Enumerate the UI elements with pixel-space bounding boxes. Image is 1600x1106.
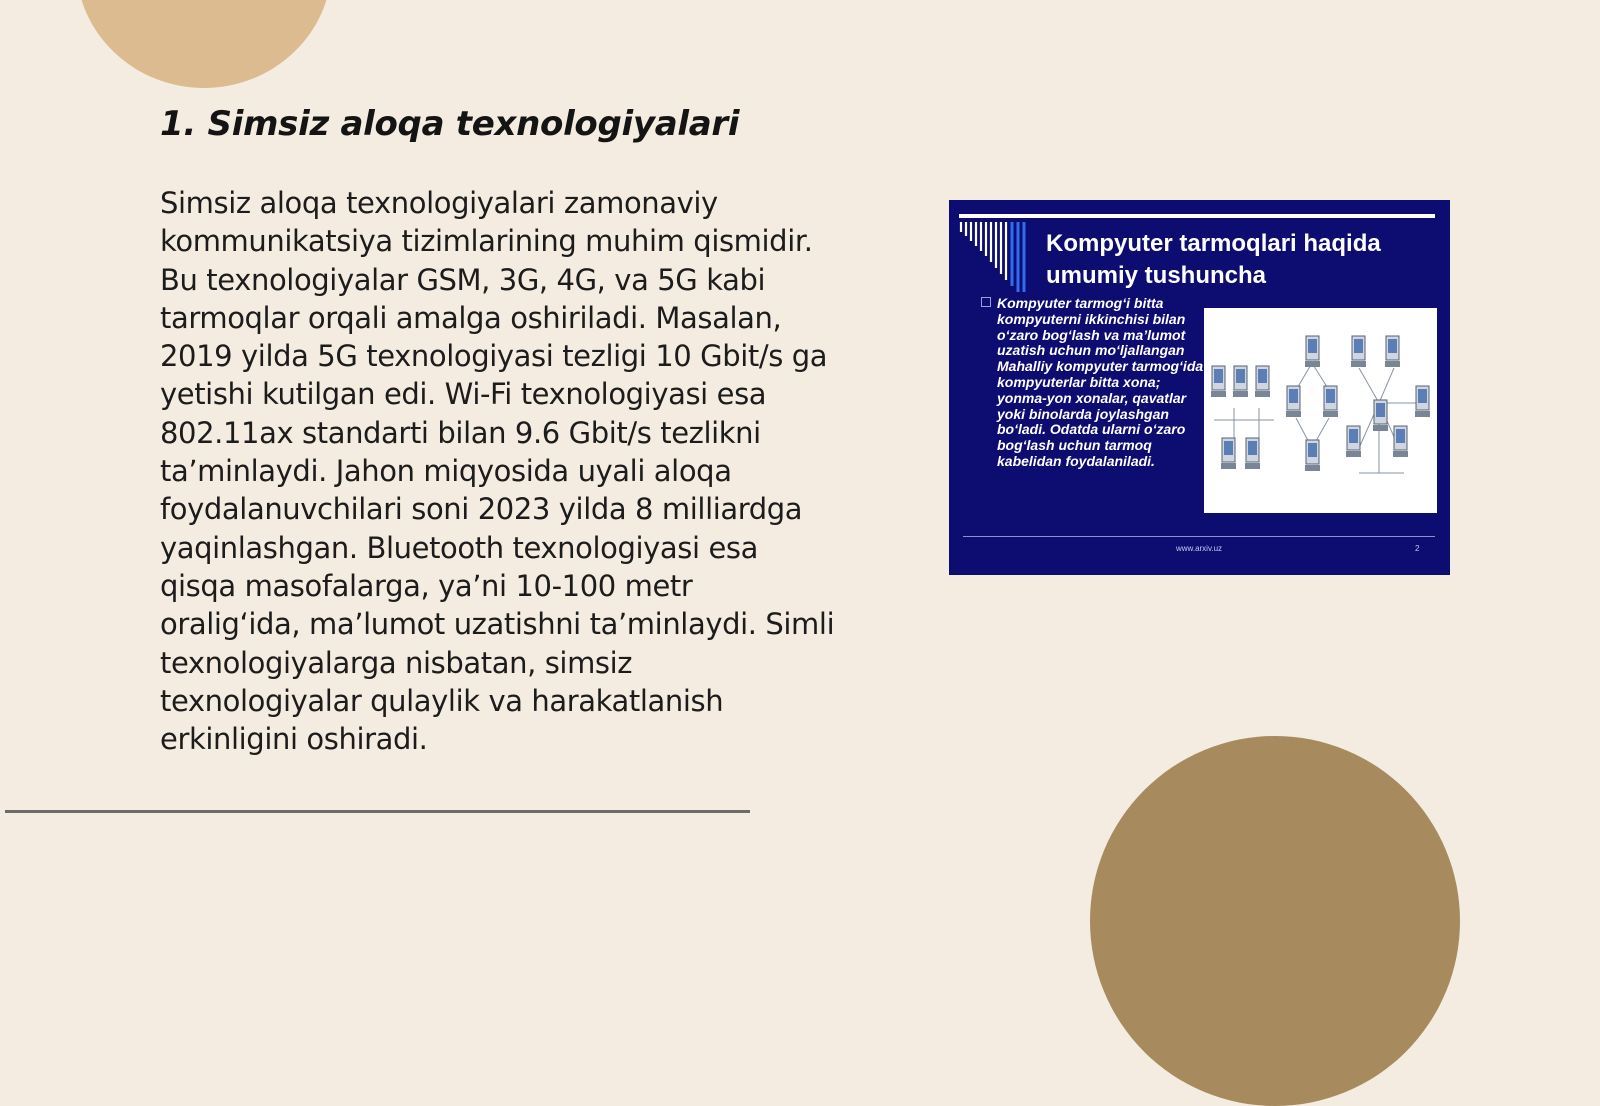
slide-body-text: Kompyuter tarmog‘i bitta kompyuterni ikkinchisi bilan o‘zaro bog‘lash va ma’lumot uzatish uchun mo‘ljallangan Mahalliy kompyuter tarmog‘ida kompyuterlar bitta xona; yonma-yon xonalar, qavatlar yoki binolarda joylashgan bo‘ladi. Odatda ularni o‘zaro bog‘lash uchun tarmoq kabelidan foydalaniladi. [997,295,1204,469]
divider-line [5,810,750,813]
square-bullet-icon [981,297,991,307]
slide-page-number: 2 [1415,544,1420,553]
slide-stripes-decoration [959,222,1029,292]
slide-bottom-line [963,536,1435,537]
body-paragraph: Simsiz aloqa texnologiyalari zamonaviy kommunikatsiya tizimlarining muhim qismidir. Bu texnologiyalar GSM, 3G, 4G, va 5G kabi tarmoqlar orqali amalga oshiriladi. Masalan, 2019 yilda 5G texnologiyasi tezligi 10 Gbit/s ga yetishi kutilgan edi. Wi-Fi texnologiyasi esa 802.11ax standarti bilan 9.6 Gbit/s tezlikni ta’minlaydi. Jahon miqyosida uyali aloqa foydalanuvchilari soni 2023 yilda 8 milliardga yaqinlashgan. Bluetooth texnologiyasi esa qisqa masofalarga, ya’ni 10-100 metr oralig‘ida, ma’lumot uzatishni ta’minlaydi. Simli texnologiyalarga nisbatan, simsiz texnologiyalar qulaylik va harakatlanish erkinligini oshiradi. [160,186,835,757]
slide-footer-url: www.arxiv.uz [1175,544,1223,553]
slide-title: Kompyuter tarmoqlari haqida umumiy tushuncha [1046,230,1381,289]
page-title: 1. Simsiz aloqa texnologiyalari [160,104,740,144]
embedded-slide-image [949,200,1450,575]
computer-network-diagram-icon [1204,308,1437,513]
decorative-circle-top [76,0,332,88]
slide-top-line [959,214,1435,218]
decorative-circle-bottom [1090,736,1460,1106]
